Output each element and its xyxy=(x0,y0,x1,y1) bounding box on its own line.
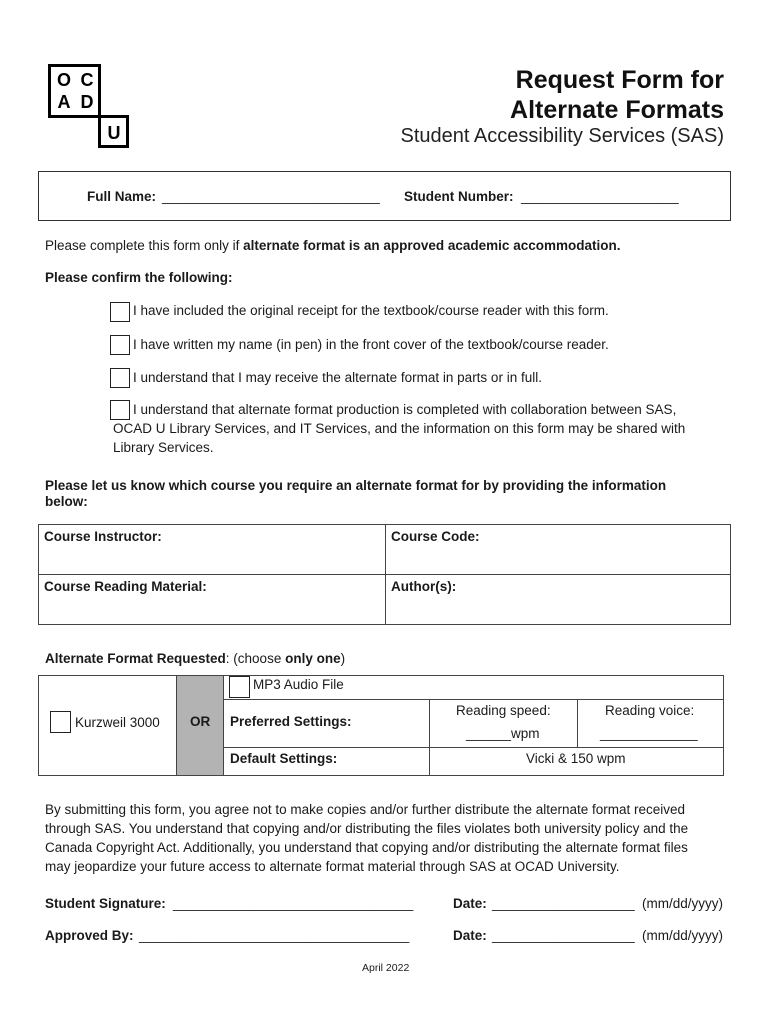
form-title-line1: Request Form for xyxy=(515,66,724,94)
confirm-heading: Please confirm the following: xyxy=(45,270,233,285)
agreement-line: may jeopardize your future access to alternate format material through SAS at OCAD University. xyxy=(45,859,620,874)
student-number-field[interactable]: _____________________ xyxy=(521,189,679,204)
confirm-item-collaboration-line2: OCAD U Library Services, and IT Services, and the information on this form may be shared with xyxy=(113,421,686,436)
confirm-checkbox-parts[interactable] xyxy=(110,368,130,388)
intro-bold: alternate format is an approved academic accommodation. xyxy=(243,238,621,253)
course-table xyxy=(38,524,731,625)
mp3-checkbox[interactable] xyxy=(229,676,250,698)
confirm-checkbox-collaboration[interactable] xyxy=(110,400,130,420)
reading-voice-field[interactable]: _____________ xyxy=(600,726,698,741)
signature-date-field[interactable]: ___________________ xyxy=(492,896,635,911)
reading-speed-field[interactable]: ______wpm xyxy=(466,726,540,741)
approval-date-label: Date: xyxy=(453,928,487,943)
course-heading-line2: below: xyxy=(45,494,88,509)
confirm-checkbox-receipt[interactable] xyxy=(110,302,130,322)
format-heading xyxy=(45,651,345,666)
format-heading-bold2: only one xyxy=(285,651,341,666)
course-code-label: Course Code: xyxy=(391,529,480,544)
agreement-line: By submitting this form, you agree not to make copies and/or further distribute the alternate format received xyxy=(45,802,686,817)
student-signature-field[interactable]: ________________________________ xyxy=(173,896,414,911)
format-heading-bold1: Alternate Format Requested xyxy=(45,651,226,666)
kurzweil-label: Kurzweil 3000 xyxy=(75,715,160,730)
course-reading-cell[interactable] xyxy=(39,575,386,625)
preferred-settings-label: Preferred Settings: xyxy=(230,714,352,729)
authors-label: Author(s): xyxy=(391,579,457,594)
default-settings-label: Default Settings: xyxy=(230,751,338,766)
student-signature-label: Student Signature: xyxy=(45,896,166,911)
full-name-field[interactable]: _____________________________ xyxy=(162,189,380,204)
form-subtitle: Student Accessibility Services (SAS) xyxy=(400,125,724,147)
student-number-label: Student Number: xyxy=(404,189,514,204)
confirm-item-collaboration-line3: Library Services. xyxy=(113,440,214,455)
intro-prefix: Please complete this form only if xyxy=(45,238,244,253)
logo-letter-u: U xyxy=(107,123,121,143)
format-heading-plain2: ) xyxy=(340,651,346,666)
logo-letter-o: O xyxy=(56,70,71,90)
logo-letter-a: A xyxy=(57,92,71,112)
or-label: OR xyxy=(190,714,211,729)
ocad-u-logo xyxy=(48,64,132,150)
signature-date-label: Date: xyxy=(453,896,487,911)
authors-cell[interactable] xyxy=(386,575,731,625)
agreement-line: through SAS. You understand that copying and/or distributing the files violates both university policy and the xyxy=(45,821,689,836)
identity-box xyxy=(38,171,731,221)
approval-date-format: (mm/dd/yyyy) xyxy=(642,928,723,943)
form-title-line2: Alternate Formats xyxy=(510,96,724,124)
mp3-label: MP3 Audio File xyxy=(253,677,344,692)
confirm-checkbox-name[interactable] xyxy=(110,335,130,355)
signature-date-format: (mm/dd/yyyy) xyxy=(642,896,723,911)
course-code-cell[interactable] xyxy=(386,525,731,575)
course-instructor-label: Course Instructor: xyxy=(44,529,162,544)
confirm-item-name: I have written my name (in pen) in the front cover of the textbook/course reader. xyxy=(133,337,609,352)
confirm-item-parts: I understand that I may receive the alternate format in parts or in full. xyxy=(133,370,542,385)
approved-by-label: Approved By: xyxy=(45,928,134,943)
confirm-item-receipt: I have included the original receipt for the textbook/course reader with this form. xyxy=(133,303,609,318)
logo-letter-d: D xyxy=(80,92,94,112)
course-instructor-cell[interactable] xyxy=(39,525,386,575)
full-name-label: Full Name: xyxy=(87,189,157,204)
kurzweil-checkbox[interactable] xyxy=(50,711,71,733)
logo-letter-c: C xyxy=(80,70,94,90)
agreement-text xyxy=(45,800,745,876)
approved-by-field[interactable]: ____________________________________ xyxy=(139,928,410,943)
approval-date-field[interactable]: ___________________ xyxy=(492,928,635,943)
footer-date: April 2022 xyxy=(362,962,410,974)
reading-voice-label: Reading voice: xyxy=(605,703,695,718)
format-table xyxy=(38,675,724,776)
confirm-item-collaboration-line1: I understand that alternate format production is completed with collaboration between SAS, xyxy=(133,402,677,417)
intro-text xyxy=(45,238,620,253)
format-heading-plain1: : (choose xyxy=(225,651,286,666)
agreement-line: Canada Copyright Act. Additionally, you understand that copying and/or distributing the alternate format files xyxy=(45,840,688,855)
default-settings-value: Vicki & 150 wpm xyxy=(526,751,626,766)
course-reading-label: Course Reading Material: xyxy=(44,579,207,594)
reading-speed-label: Reading speed: xyxy=(456,703,551,718)
course-heading-line1: Please let us know which course you require an alternate format for by providing the information xyxy=(45,478,667,493)
